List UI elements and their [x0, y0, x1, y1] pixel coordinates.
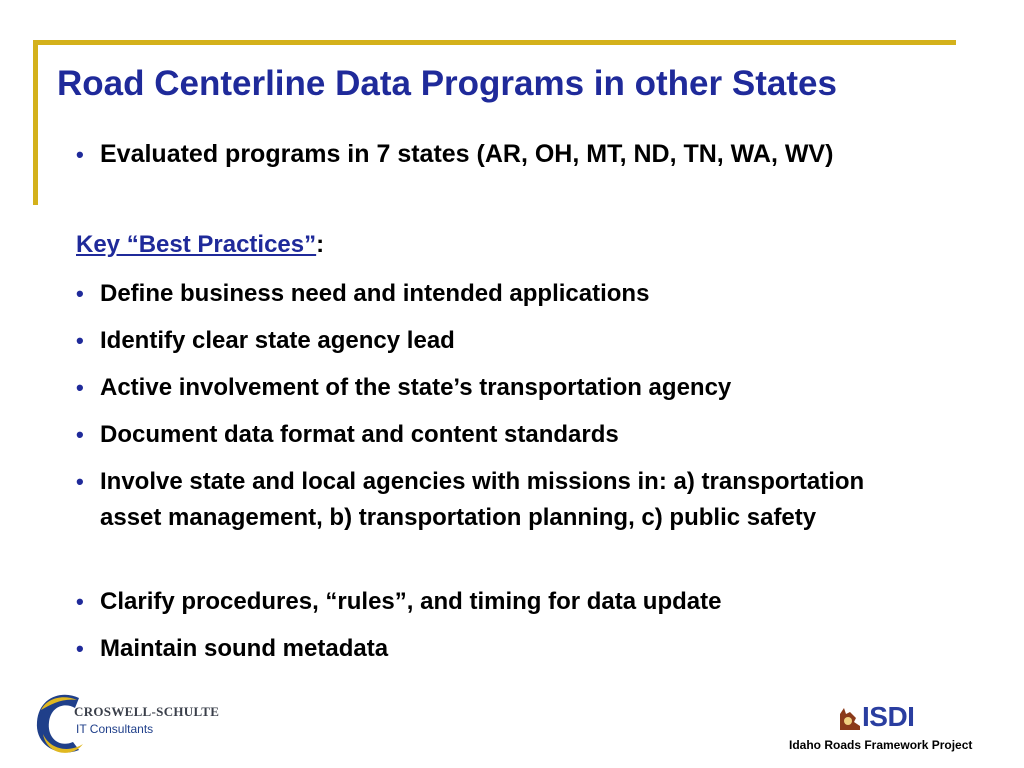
practice-item: [76, 370, 900, 406]
bullet-icon: •: [76, 375, 84, 400]
bullet-icon: •: [76, 589, 84, 614]
footer-project-name: Idaho Roads Framework Project: [789, 738, 973, 752]
accent-bar-left: [33, 40, 38, 205]
croswell-schulte-logo: [33, 688, 233, 760]
slide-title: Road Centerline Data Programs in other States: [57, 64, 837, 103]
bullet-icon: •: [76, 636, 84, 661]
practice-item-text: Define business need and intended applications: [100, 280, 650, 307]
practices-heading: [76, 227, 324, 263]
practice-item: [76, 631, 900, 667]
practice-item-text: Clarify procedures, “rules”, and timing for data update: [100, 588, 722, 615]
practice-item: [76, 323, 900, 359]
practice-item-text: Identify clear state agency lead: [100, 327, 455, 354]
intro-bullet: [76, 137, 960, 172]
bullet-icon: •: [76, 328, 84, 353]
accent-bar-top: [33, 40, 956, 45]
bullet-icon: •: [76, 469, 84, 494]
isdi-logo: [834, 702, 934, 736]
practices-heading-colon: :: [316, 231, 325, 258]
bullet-icon: •: [76, 142, 84, 167]
isdi-letters: ISDI: [862, 701, 915, 732]
practice-item: [76, 417, 900, 453]
best-practices-link[interactable]: Key “Best Practices”: [76, 231, 317, 258]
croswell-schulte-brand: CROSWELL-SCHULTE: [74, 704, 220, 719]
bullet-icon: •: [76, 422, 84, 447]
practice-item-text: Active involvement of the state’s transportation agency: [100, 374, 732, 401]
croswell-schulte-subtitle: IT Consultants: [76, 722, 154, 736]
practice-item-text: Involve state and local agencies with missions in: a) transportation asset management, b) transportation planning, c) public safety: [100, 468, 865, 531]
practice-item-text: Maintain sound metadata: [100, 635, 389, 662]
practice-item-text: Document data format and content standards: [100, 421, 619, 448]
intro-bullet-text: Evaluated programs in 7 states (AR, OH, MT, ND, TN, WA, WV): [100, 140, 834, 168]
practice-item: [76, 276, 900, 312]
practice-item: [76, 464, 900, 536]
bullet-icon: •: [76, 281, 84, 306]
idaho-state-icon: [834, 704, 864, 734]
practice-item: [76, 584, 900, 620]
